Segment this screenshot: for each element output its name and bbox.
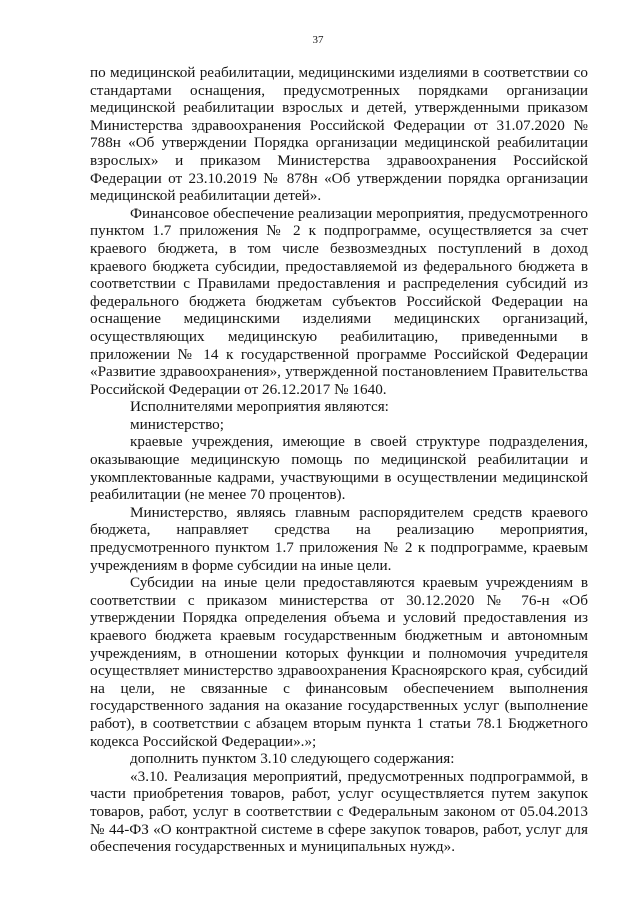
- paragraph-executor-ministry: министерство;: [130, 415, 224, 433]
- paragraph-executor-institutions: краевые учреждения, имеющие в своей структуре подразделения, оказывающие медицинскую помощь по медицинской реабилитации и укомплектованные кадрами, участвующими в осуществлении медицинской реабилитации (не менее 70 процентов).: [90, 433, 588, 504]
- paragraph-clause-3-10: «3.10. Реализация мероприятий, предусмотренных подпрограммой, в части приобретения товаров, работ, услуг осуществляется путем закупок товаров, работ, услуг в соответствии с Федеральным законом от 05.04.2013 № 44-ФЗ «О контрактной системе в сфере закупок товаров, работ, услуг для обеспечения государственных и муниципальных нужд».: [90, 767, 588, 856]
- paragraph-financing: Финансовое обеспечение реализации мероприятия, предусмотренного пунктом 1.7 приложения № 2 к подпрограмме, осуществляется за счет краевого бюджета, в том числе безвозмездных поступлений в доход краевого бюджета субсидии, предоставляемой из федерального бюджета в соответствии с Правилами предоставления и распределения субсидий из федерального бюджета бюджетам субъектов Российской Федерации на оснащение медицинскими изделиями медицинских организаций, осуществляющих медицинскую реабилитацию, приведенными в приложении № 14 к государственной программе Российской Федерации «Развитие здравоохранения», утвержденной постановлением Правительства Российской Федерации от 26.12.2017 № 1640.: [90, 204, 588, 398]
- document-body: [90, 64, 588, 856]
- paragraph-amendment-intro: дополнить пунктом 3.10 следующего содержания:: [130, 750, 455, 768]
- paragraph-ministry-role: Министерство, являясь главным распорядителем средств краевого бюджета, направляет средства на реализацию мероприятия, предусмотренного пунктом 1.7 приложения № 2 к подпрограмме, краевым учреждениям в форме субсидии на иные цели.: [90, 503, 588, 574]
- paragraph-executors-heading: Исполнителями мероприятия являются:: [130, 398, 389, 416]
- paragraph-subsidies: Субсидии на иные цели предоставляются краевым учреждениям в соответствии с приказом министерства от 30.12.2020 № 76-н «Об утверждении Порядка определения объема и условий предоставления из краевого бюджета краевым государственным бюджетным и автономным учреждениям, в отношении которых функции и полномочия учредителя осуществляет министерство здравоохранения Красноярского края, субсидий на цели, не связанные с финансовым обеспечением выполнения государственного задания на оказание государственных услуг (выполнение работ), в соответствии с абзацем вторым пункта 1 статьи 78.1 Бюджетного кодекса Российской Федерации».»;: [90, 574, 588, 750]
- page-number: 37: [312, 34, 324, 46]
- paragraph-continuation: по медицинской реабилитации, медицинскими изделиями в соответствии со стандартами оснащения, предусмотренных порядками организации медицинской реабилитации взрослых и детей, утвержденными приказом Министерства здравоохранения Российской Федерации от 31.07.2020 № 788н «Об утверждении Порядка организации медицинской реабилитации взрослых» и приказом Министерства здравоохранения Российской Федерации от 23.10.2019 № 878н «Об утверждении порядка организации медицинской реабилитации детей».: [90, 64, 588, 205]
